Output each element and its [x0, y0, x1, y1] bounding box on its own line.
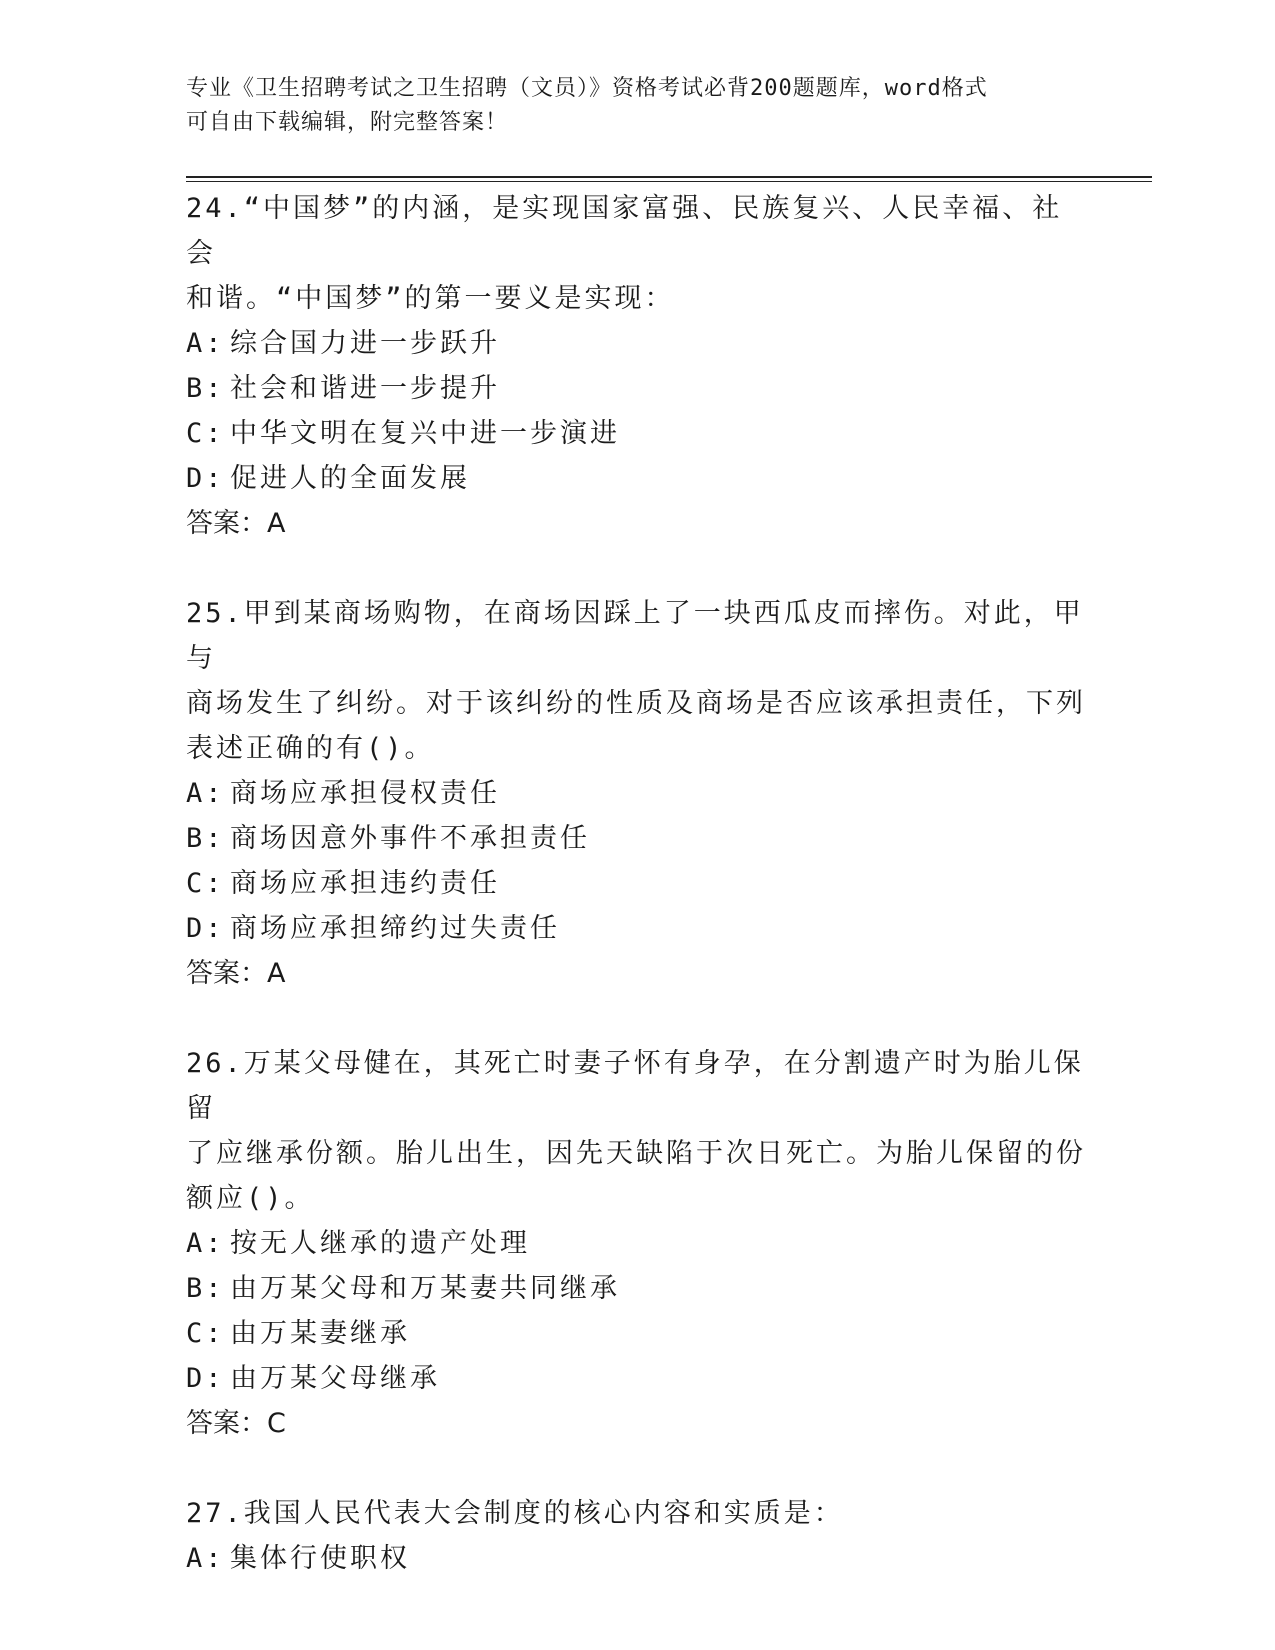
- option-d: [186, 906, 1086, 951]
- option-key: B:: [186, 823, 225, 854]
- option-text: 商场应承担缔约过失责任: [230, 913, 560, 944]
- option-d: [186, 456, 1086, 501]
- option-key: A:: [186, 1543, 225, 1574]
- option-key: D:: [186, 913, 225, 944]
- header-divider-thin: [186, 181, 1152, 182]
- answer-line: 答案：A: [186, 508, 286, 539]
- question-stem-line: 25.甲到某商场购物，在商场因踩上了一块西瓜皮而摔伤。对此，甲与: [186, 598, 1084, 674]
- option-key: D:: [186, 463, 225, 494]
- question-stem-line: 商场发生了纠纷。对于该纠纷的性质及商场是否应该承担责任，下列: [186, 688, 1086, 719]
- option-text: 综合国力进一步跃升: [230, 328, 500, 359]
- option-a: [186, 1221, 1086, 1266]
- option-key: B:: [186, 1273, 225, 1304]
- option-key: C:: [186, 868, 225, 899]
- option-key: C:: [186, 418, 225, 449]
- question-stem-line: 表述正确的有()。: [186, 733, 435, 764]
- option-text: 商场应承担违约责任: [230, 868, 500, 899]
- option-key: A:: [186, 1228, 225, 1259]
- option-c: [186, 861, 1086, 906]
- question-27: [186, 1491, 1086, 1581]
- question-stem-line: 26.万某父母健在，其死亡时妻子怀有身孕，在分割遗产时为胎儿保留: [186, 1048, 1084, 1124]
- option-text: 集体行使职权: [230, 1543, 410, 1574]
- header-divider-thick: [186, 176, 1152, 178]
- question-stem-line: 了应继承份额。胎儿出生，因先天缺陷于次日死亡。为胎儿保留的份: [186, 1138, 1086, 1169]
- answer-line: 答案：C: [186, 1408, 286, 1439]
- answer-line: 答案：A: [186, 958, 286, 989]
- option-text: 按无人继承的遗产处理: [230, 1228, 530, 1259]
- question-stem-line: 额应()。: [186, 1183, 315, 1214]
- option-text: 由万某妻继承: [230, 1318, 410, 1349]
- question-25: [186, 591, 1086, 996]
- option-b: [186, 366, 1086, 411]
- option-text: 社会和谐进一步提升: [230, 373, 500, 404]
- option-a: [186, 771, 1086, 816]
- question-stem-line: 27.我国人民代表大会制度的核心内容和实质是：: [186, 1498, 844, 1529]
- option-a: [186, 1536, 1086, 1581]
- option-key: A:: [186, 328, 225, 359]
- option-c: [186, 1311, 1086, 1356]
- option-b: [186, 1266, 1086, 1311]
- option-text: 中华文明在复兴中进一步演进: [230, 418, 620, 449]
- option-text: 由万某父母和万某妻共同继承: [230, 1273, 620, 1304]
- option-text: 由万某父母继承: [230, 1363, 440, 1394]
- question-list: [186, 186, 1086, 1626]
- header-line-1: 专业《卫生招聘考试之卫生招聘（文员）》资格考试必背200题题库，word格式: [186, 76, 988, 101]
- option-key: D:: [186, 1363, 225, 1394]
- option-text: 商场因意外事件不承担责任: [230, 823, 590, 854]
- question-stem-line: 和谐。“中国梦”的第一要义是实现：: [186, 283, 675, 314]
- option-text: 商场应承担侵权责任: [230, 778, 500, 809]
- option-d: [186, 1356, 1086, 1401]
- header-line-2: 可自由下载编辑，附完整答案！: [186, 110, 509, 135]
- option-key: C:: [186, 1318, 225, 1349]
- option-key: A:: [186, 778, 225, 809]
- question-stem-line: 24.“中国梦”的内涵，是实现国家富强、民族复兴、人民幸福、社会: [186, 193, 1063, 269]
- option-key: B:: [186, 373, 225, 404]
- document-header: [186, 72, 1066, 140]
- question-24: [186, 186, 1086, 546]
- option-text: 促进人的全面发展: [230, 463, 470, 494]
- option-b: [186, 816, 1086, 861]
- question-26: [186, 1041, 1086, 1446]
- option-a: [186, 321, 1086, 366]
- option-c: [186, 411, 1086, 456]
